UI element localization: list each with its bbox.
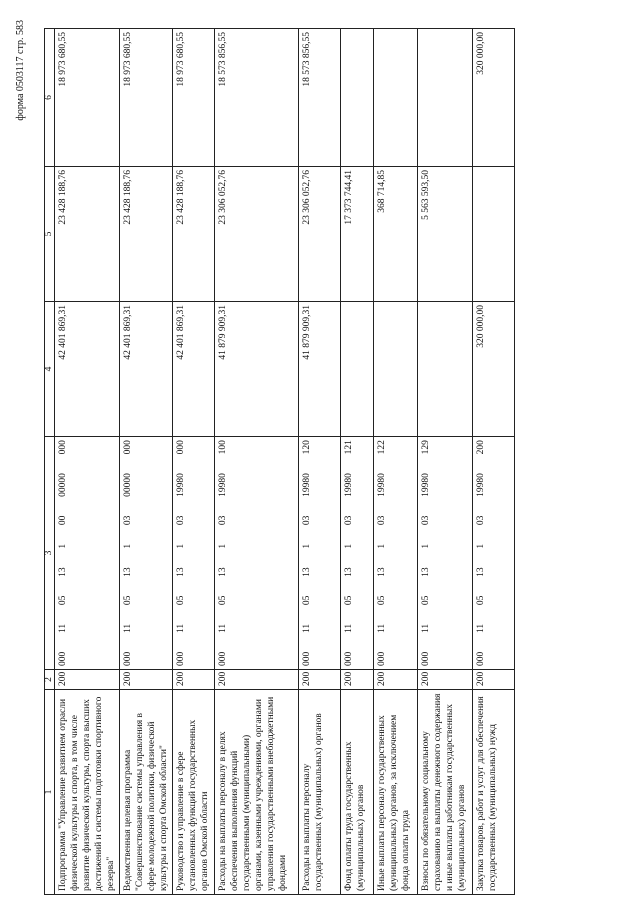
row-line-code-cell: 200 [418,670,473,690]
code-part: 13 [302,567,312,577]
row-line-code-cell: 200 [55,670,120,690]
row-classification-code-cell [418,437,473,670]
header-cell-5: 5 [45,167,55,302]
row-name-cell: Закупка товаров, работ и услуг для обеспечения государственных (муниципальных) нужд [473,690,515,895]
row-line-code-cell: 200 [473,670,515,690]
table-row [299,29,341,895]
header-cell-6: 6 [45,29,55,167]
row-col5-amount-cell: 5 563 593,50 [418,167,473,302]
code-part: 000 [58,440,68,455]
code-part: 200 [476,440,486,455]
row-col4-amount-cell: 41 879 909,31 [215,302,299,437]
row-classification-code-cell [374,437,418,670]
code-part: 1 [176,543,186,549]
code-part: 11 [476,623,486,633]
table-row [418,29,473,895]
code-part: 05 [344,595,354,606]
row-col5-amount-cell: 368 714,85 [374,167,418,302]
header-cell-1: 1 [45,690,55,895]
code-part: 00000 [123,473,133,497]
row-col6-amount-cell [341,29,374,167]
code-part: 03 [377,515,387,526]
code-part: 000 [344,651,354,666]
form-reference: форма 0503117 стр. 583 [15,20,26,121]
code-part: 11 [377,623,387,633]
code-part: 05 [377,595,387,606]
code-part: 05 [123,595,133,606]
code-part: 1 [302,543,312,549]
code-part: 11 [302,623,312,633]
code-part: 11 [58,623,68,633]
row-line-code-cell: 200 [215,670,299,690]
header-cell-4: 4 [45,302,55,437]
code-part: 1 [58,543,68,549]
code-part: 11 [176,623,186,633]
code-part: 03 [344,515,354,526]
code-part: 13 [176,567,186,577]
code-part: 19980 [421,473,431,497]
code-part: 19980 [176,473,186,497]
row-col5-amount-cell: 23 428 188,76 [55,167,120,302]
code-part: 03 [123,515,133,526]
row-col5-amount-cell [473,167,515,302]
code-part: 129 [421,440,431,455]
header-cell-3: 3 [45,437,55,670]
row-col6-amount-cell: 18 973 680,55 [173,29,215,167]
row-classification-code-cell [473,437,515,670]
code-part: 000 [302,651,312,666]
row-name-cell: Фонд оплаты труда государственных (муниципальных) органов [341,690,374,895]
code-part: 19980 [476,473,486,497]
row-classification-code-cell [341,437,374,670]
code-part: 000 [218,651,228,666]
code-part: 19980 [218,473,228,497]
code-part: 03 [476,515,486,526]
code-part: 000 [123,651,133,666]
classification-code [343,440,355,666]
row-col4-amount-cell [374,302,418,437]
code-part: 05 [176,595,186,606]
row-name-cell: Расходы на выплаты персоналу государственных (муниципальных) органов [299,690,341,895]
code-part: 000 [123,440,133,455]
row-col6-amount-cell [418,29,473,167]
code-part: 11 [123,623,133,633]
row-col6-amount-cell: 320 000,00 [473,29,515,167]
row-col5-amount-cell: 17 373 744,41 [341,167,374,302]
code-part: 03 [421,515,431,526]
row-col6-amount-cell: 18 973 680,55 [55,29,120,167]
code-part: 13 [476,567,486,577]
code-part: 13 [123,567,133,577]
classification-code [217,440,229,666]
code-part: 11 [421,623,431,633]
row-col5-amount-cell: 23 306 052,76 [299,167,341,302]
code-part: 03 [218,515,228,526]
row-col4-amount-cell [418,302,473,437]
code-part: 1 [344,543,354,549]
table-row [341,29,374,895]
header-row [45,29,55,895]
table-row [55,29,120,895]
row-line-code-cell: 200 [341,670,374,690]
row-classification-code-cell [120,437,173,670]
code-part: 13 [344,567,354,577]
code-part: 000 [176,651,186,666]
code-part: 00 [58,515,68,526]
code-part: 00000 [58,473,68,497]
row-name-cell: Расходы на выплаты персоналу в целях обеспечения выполнения функций государственными (муниципальными) органами, казенными учреждениями, органами управления государственными внебюджетными фондами [215,690,299,895]
code-part: 000 [421,651,431,666]
code-part: 1 [218,543,228,549]
classification-code [57,440,69,666]
code-part: 19980 [344,473,354,497]
header-cell-2: 2 [45,670,55,690]
row-line-code-cell: 200 [120,670,173,690]
code-part: 11 [344,623,354,633]
row-name-cell: Иные выплаты персоналу государственных (муниципальных) органов, за исключением фонда оплаты труда [374,690,418,895]
classification-code [122,440,134,666]
code-part: 1 [123,543,133,549]
row-name-cell: Руководство и управление в сфере установленных функций государственных органов Омской области [173,690,215,895]
row-col4-amount-cell [341,302,374,437]
code-part: 13 [421,567,431,577]
code-part: 000 [58,651,68,666]
table-row [120,29,173,895]
code-part: 11 [218,623,228,633]
code-part: 05 [302,595,312,606]
classification-code [475,440,487,666]
row-col4-amount-cell: 42 401 869,31 [120,302,173,437]
code-part: 19980 [302,473,312,497]
row-col4-amount-cell: 42 401 869,31 [55,302,120,437]
row-classification-code-cell [215,437,299,670]
row-col6-amount-cell: 18 973 680,55 [120,29,173,167]
row-line-code-cell: 200 [173,670,215,690]
row-col6-amount-cell: 18 573 856,55 [299,29,341,167]
row-name-cell: Взносы по обязательному социальному страхованию на выплаты денежного содержания и иные выплаты работникам государственных (муниципальных) органов [418,690,473,895]
code-part: 05 [58,595,68,606]
row-classification-code-cell [299,437,341,670]
table-row [473,29,515,895]
row-classification-code-cell [55,437,120,670]
code-part: 13 [58,567,68,577]
budget-table [44,28,515,895]
code-part: 121 [344,440,354,455]
code-part: 1 [377,543,387,549]
code-part: 100 [218,440,228,455]
row-col6-amount-cell [374,29,418,167]
code-part: 000 [176,440,186,455]
code-part: 05 [476,595,486,606]
row-col5-amount-cell: 23 428 188,76 [120,167,173,302]
code-part: 05 [218,595,228,606]
code-part: 19980 [377,473,387,497]
code-part: 03 [176,515,186,526]
code-part: 122 [377,440,387,455]
code-part: 13 [218,567,228,577]
code-part: 13 [377,567,387,577]
code-part: 120 [302,440,312,455]
row-line-code-cell: 200 [374,670,418,690]
row-col5-amount-cell: 23 306 052,76 [215,167,299,302]
table-row [173,29,215,895]
row-col4-amount-cell: 42 401 869,31 [173,302,215,437]
code-part: 1 [421,543,431,549]
row-col4-amount-cell: 41 879 909,31 [299,302,341,437]
row-line-code-cell: 200 [299,670,341,690]
code-part: 000 [377,651,387,666]
classification-code [301,440,313,666]
classification-code [376,440,388,666]
row-col6-amount-cell: 18 573 856,55 [215,29,299,167]
table-row [374,29,418,895]
row-col5-amount-cell: 23 428 188,76 [173,167,215,302]
row-name-cell: Подпрограмма "Управление развитием отрасли физической культуры и спорта, в том числе развитие физической культуры, спорта высших достижений и системы подготовки спортивного резерва" [55,690,120,895]
code-part: 05 [421,595,431,606]
code-part: 03 [302,515,312,526]
classification-code [175,440,187,666]
code-part: 1 [476,543,486,549]
classification-code [420,440,432,666]
code-part: 000 [476,651,486,666]
row-name-cell: Ведомственная целевая программа "Совершенствование системы управления в сфере молодежной политики, физической культуры и спорта Омской области" [120,690,173,895]
table-row [215,29,299,895]
row-col4-amount-cell: 320 000,00 [473,302,515,437]
row-classification-code-cell [173,437,215,670]
